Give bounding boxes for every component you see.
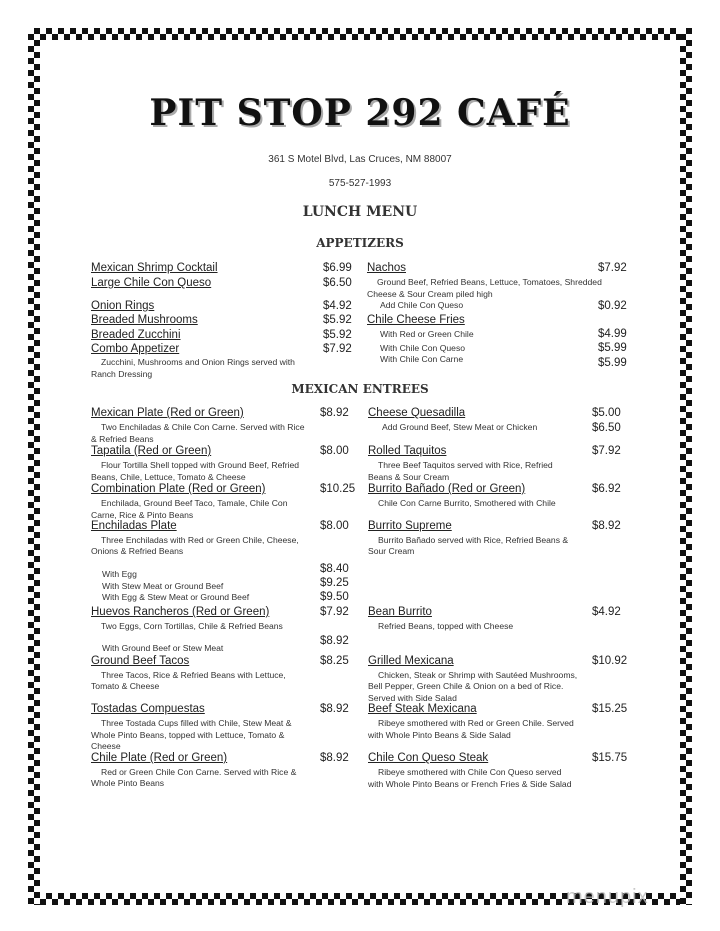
menu-item-description: Three Enchiladas with Red or Green Chile, Cheese, xyxy=(101,535,299,545)
menu-item-description: Two Eggs, Corn Tortillas, Chile & Refried Beans xyxy=(101,621,283,631)
menu-item-price: $10.25 xyxy=(320,483,356,495)
menu-item-price: $8.92 xyxy=(592,520,621,532)
menu-option-label: With Egg & Stew Meat or Ground Beef xyxy=(102,592,250,602)
menu-item-description: Cheese & Sour Cream piled high xyxy=(367,289,493,299)
menu-item-description: Bell Pepper, Green Chile & Onion on a bed of Rice. xyxy=(368,681,564,691)
menu-item-name: Tostadas Compuestas xyxy=(91,703,205,715)
menu-item-price: $8.00 xyxy=(320,520,349,532)
menu-item-name: Nachos xyxy=(367,262,406,274)
menu-option-label: With Chile Con Queso xyxy=(380,343,466,353)
menu-item-name: Mexican Shrimp Cocktail xyxy=(91,262,218,274)
menu-item-price: $6.92 xyxy=(592,483,621,495)
menu-item-name: Rolled Taquitos xyxy=(368,445,447,457)
menu-item-name: Chile Cheese Fries xyxy=(367,314,465,326)
menu-item-description: Ribeye smothered with Chile Con Queso served xyxy=(378,767,562,777)
menu-item-name: Breaded Zucchini xyxy=(91,329,181,341)
menu-item-description: Burrito Bañado served with Rice, Refried Beans & xyxy=(378,535,569,545)
menu-item-description: with Whole Pinto Beans & Side Salad xyxy=(368,730,511,740)
menu-option-label: With Ground Beef or Stew Meat xyxy=(102,643,224,653)
menu-item-name: Chile Con Queso Steak xyxy=(368,752,489,764)
menu-item-description: Whole Pinto Beans, topped with Lettuce, Tomato & xyxy=(91,730,285,740)
menu-item-description: with Whole Pinto Beans or French Fries & Side Salad xyxy=(368,779,572,789)
menu-item-description: Cheese xyxy=(91,741,121,751)
menu-item-description: Carne, Rice & Pinto Beans xyxy=(91,510,194,520)
menu-option-price: $8.92 xyxy=(320,635,349,647)
menu-item-description: Three Tostada Cups filled with Chile, Stew Meat & xyxy=(101,718,292,728)
menu-item-description: Served with Side Salad xyxy=(368,693,457,703)
menu-option-price: $5.99 xyxy=(598,357,627,369)
menu-item-price: $5.00 xyxy=(592,407,621,419)
menu-item-price: $5.92 xyxy=(323,329,352,341)
menu-item-description: Whole Pinto Beans xyxy=(91,778,165,788)
menu-option-label: Add Chile Con Queso xyxy=(380,300,464,310)
menu-item-price: $4.92 xyxy=(592,606,621,618)
menu-item-description: Beans, Chile, Lettuce, Tomato & Cheese xyxy=(91,472,246,482)
menu-item-name: Beef Steak Mexicana xyxy=(368,703,477,715)
menu-item-description: Three Beef Taquitos served with Rice, Refried xyxy=(378,460,553,470)
menu-item-price: $5.92 xyxy=(323,314,352,326)
menu-item-name: Combo Appetizer xyxy=(91,343,180,355)
menu-item-price: $15.25 xyxy=(592,703,628,715)
menu-item-name: Grilled Mexicana xyxy=(368,655,454,667)
menu-item-price: $10.92 xyxy=(592,655,628,667)
restaurant-title: PIT STOP 292 CAFÉ xyxy=(149,92,571,134)
menu-item-price: $15.75 xyxy=(592,752,628,764)
menu-item-description: Tomato & Cheese xyxy=(91,681,160,691)
menu-item-description: Three Tacos, Rice & Refried Beans with Lettuce, xyxy=(101,670,286,680)
menu-option-price: $4.99 xyxy=(598,328,627,340)
appetizers-heading: APPETIZERS xyxy=(316,236,404,250)
menu-item-description: Beans & Sour Cream xyxy=(368,472,450,482)
menu-item-name: Burrito Bañado (Red or Green) xyxy=(368,483,526,495)
menu-item-name: Huevos Rancheros (Red or Green) xyxy=(91,606,270,618)
menu-item-description: Enchilada, Ground Beef Taco, Tamale, Chile Con xyxy=(101,498,288,508)
menu-option-label: With Red or Green Chile xyxy=(380,329,474,339)
menu-item-name: Chile Plate (Red or Green) xyxy=(91,752,228,764)
menu-item-name: Burrito Supreme xyxy=(368,520,452,532)
menu-item-price: $8.25 xyxy=(320,655,349,667)
menu-option-label: With Chile Con Carne xyxy=(380,354,464,364)
menu-option-price: $9.25 xyxy=(320,577,349,589)
menu-item-description: Ground Beef, Refried Beans, Lettuce, Tomatoes, Shredded xyxy=(377,277,602,287)
menu-option-price: $6.50 xyxy=(592,422,621,434)
menu-item-description: Two Enchiladas & Chile Con Carne. Served with Rice xyxy=(101,422,305,432)
menu-item-name: Bean Burrito xyxy=(368,606,432,618)
menu-item-price: $4.92 xyxy=(323,300,352,312)
menu-item-price: $7.92 xyxy=(592,445,621,457)
menu-item-price: $8.92 xyxy=(320,407,349,419)
menu-item-description: Chile Con Carne Burrito, Smothered with Chile xyxy=(378,498,556,508)
menu-option-label: With Stew Meat or Ground Beef xyxy=(102,581,224,591)
menu-title: LUNCH MENU xyxy=(302,204,418,220)
menu-option-label: With Egg xyxy=(102,569,137,579)
phone: 575-527-1993 xyxy=(328,178,392,189)
menu-item-name: Breaded Mushrooms xyxy=(91,314,198,326)
menu-item-description: Red or Green Chile Con Carne. Served with Rice & xyxy=(101,767,297,777)
menu-item-name: Enchiladas Plate xyxy=(91,520,177,532)
menu-option-price: $9.50 xyxy=(320,591,349,603)
watermark: menupix xyxy=(566,886,649,908)
menu-item-name: Large Chile Con Queso xyxy=(91,277,212,289)
menu-item-description: Ribeye smothered with Red or Green Chile. Served xyxy=(378,718,574,728)
checker-border-top xyxy=(28,28,692,40)
menu-option-price: $0.92 xyxy=(598,300,627,312)
menu-item-price: $7.92 xyxy=(323,343,352,355)
menu-item-price: $6.99 xyxy=(323,262,352,274)
menu-item-description: Onions & Refried Beans xyxy=(91,546,184,556)
menu-option-label: Add Ground Beef, Stew Meat or Chicken xyxy=(382,422,538,432)
menu-item-price: $6.50 xyxy=(323,277,352,289)
menu-option-price: $8.40 xyxy=(320,563,349,575)
menu-item-price: $8.92 xyxy=(320,752,349,764)
menu-item-name: Cheese Quesadilla xyxy=(368,407,466,419)
menu-item-name: Onion Rings xyxy=(91,300,155,312)
address: 361 S Motel Blvd, Las Cruces, NM 88007 xyxy=(268,154,452,165)
menu-item-price: $7.92 xyxy=(320,606,349,618)
menu-option-price: $5.99 xyxy=(598,342,627,354)
menu-item-description: Zucchini, Mushrooms and Onion Rings served with xyxy=(101,357,295,367)
menu-item-price: $7.92 xyxy=(598,262,627,274)
entrees-heading: MEXICAN ENTREES xyxy=(291,382,429,396)
menu-item-description: Ranch Dressing xyxy=(91,369,153,379)
menu-item-price: $8.00 xyxy=(320,445,349,457)
menu-item-description: Refried Beans, topped with Cheese xyxy=(378,621,514,631)
menu-item-price: $8.92 xyxy=(320,703,349,715)
menu-item-description: Sour Cream xyxy=(368,546,415,556)
menu-item-name: Combination Plate (Red or Green) xyxy=(91,483,266,495)
menu-item-description: Chicken, Steak or Shrimp with Sautéed Mushrooms, xyxy=(378,670,578,680)
menu-item-name: Ground Beef Tacos xyxy=(91,655,190,667)
menu-item-description: Flour Tortilla Shell topped with Ground Beef, Refried xyxy=(101,460,300,470)
menu-item-name: Mexican Plate (Red or Green) xyxy=(91,407,244,419)
menu-item-name: Tapatila (Red or Green) xyxy=(91,445,212,457)
menu-item-description: & Refried Beans xyxy=(91,434,154,444)
